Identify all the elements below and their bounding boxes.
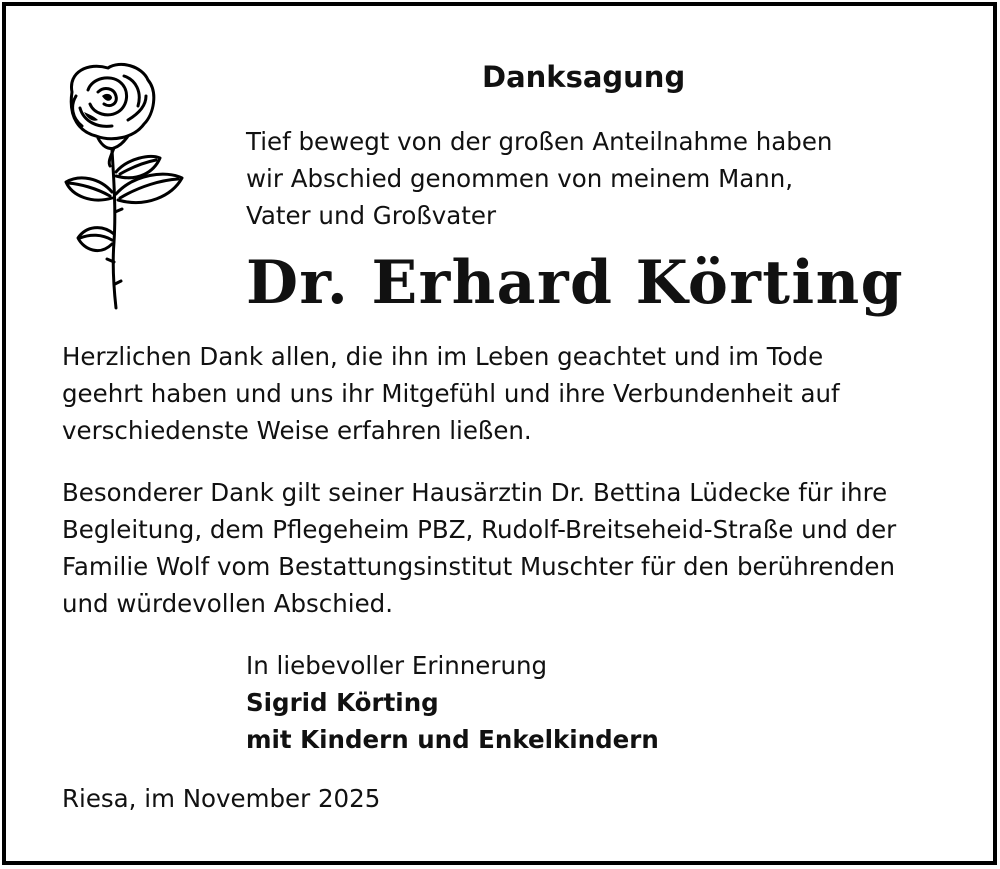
place-date: Riesa, im November 2025 — [62, 784, 381, 813]
intro-text — [246, 123, 896, 234]
intro-line: Vater und Großvater — [246, 201, 497, 230]
closing-remembrance: In liebevoller Erinnerung — [246, 651, 548, 680]
paragraph-line: geehrt haben und uns ihr Mitgefühl und ihre Verbundenheit auf — [62, 379, 840, 408]
thanks-paragraph — [62, 338, 962, 449]
signer-name: Sigrid Körting — [246, 688, 439, 717]
special-thanks-paragraph — [62, 474, 962, 622]
paragraph-line: Begleitung, dem Pflegeheim PBZ, Rudolf-Breitseheid-Straße und der — [62, 515, 897, 544]
intro-line: wir Abschied genommen von meinem Mann, — [246, 164, 794, 193]
paragraph-line: Herzlichen Dank allen, die ihn im Leben geachtet und im Tode — [62, 342, 824, 371]
paragraph-line: verschiedenste Weise erfahren ließen. — [62, 416, 532, 445]
paragraph-line: und würdevollen Abschied. — [62, 589, 394, 618]
closing-block — [246, 647, 659, 758]
paragraph-line: Familie Wolf vom Bestattungsinstitut Muschter für den berührenden — [62, 552, 895, 581]
rose-icon — [58, 62, 188, 312]
signer-family: mit Kindern und Enkelkindern — [246, 725, 659, 754]
intro-line: Tief bewegt von der großen Anteilnahme haben — [246, 127, 833, 156]
deceased-name: Dr. Erhard Körting — [246, 248, 904, 318]
heading-danksagung: Danksagung — [482, 60, 686, 94]
paragraph-line: Besonderer Dank gilt seiner Hausärztin Dr. Bettina Lüdecke für ihre — [62, 478, 888, 507]
